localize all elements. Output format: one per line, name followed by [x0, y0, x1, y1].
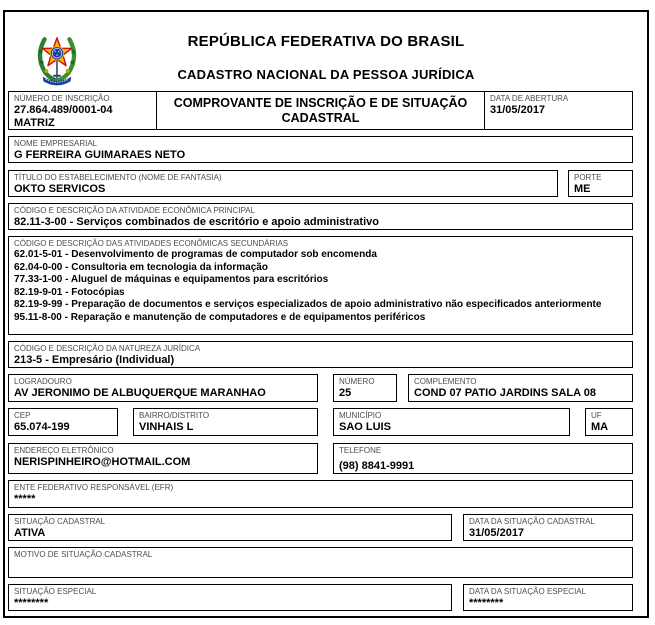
- field-cep: [8, 408, 118, 436]
- field-porte: [568, 170, 633, 197]
- field-telefone: [333, 443, 633, 474]
- field-value: 31/05/2017: [490, 104, 546, 116]
- field-value: AV JERONIMO DE ALBUQUERQUE MARANHAO: [14, 387, 266, 399]
- field-label: ENDEREÇO ELETRÔNICO: [14, 446, 114, 455]
- field-label: BAIRRO/DISTRITO: [139, 411, 210, 420]
- field-value: (98) 8841-9991: [339, 460, 415, 472]
- field-label: MUNICÍPIO: [339, 411, 382, 420]
- field-value: 25: [339, 387, 352, 399]
- field-label: DATA DA SITUAÇÃO ESPECIAL: [469, 587, 587, 596]
- field-label: CÓDIGO E DESCRIÇÃO DAS ATIVIDADES ECONÔMICAS SECUNDÁRIAS: [14, 239, 289, 248]
- field-value: ********: [14, 597, 49, 609]
- secondary-activity-item: 82.19-9-99 - Preparação de documentos e serviços especializados de apoio administrativo não especificados anteriormente: [14, 299, 602, 310]
- field-value: ME: [574, 183, 591, 195]
- field-value: SAO LUIS: [339, 421, 391, 433]
- field-value: ATIVA: [14, 527, 46, 539]
- field-value: 31/05/2017: [469, 527, 525, 539]
- field-label: DATA DA SITUAÇÃO CADASTRAL: [469, 517, 595, 526]
- field-complemento: [408, 374, 633, 402]
- field-value: OKTO SERVICOS: [14, 183, 106, 195]
- field-label: TÍTULO DO ESTABELECIMENTO (NOME DE FANTASIA): [14, 173, 222, 182]
- page-title: REPÚBLICA FEDERATIVA DO BRASIL: [187, 33, 465, 50]
- field-label: DATA DE ABERTURA: [490, 94, 569, 103]
- field-label: MOTIVO DE SITUAÇÃO CADASTRAL: [14, 550, 153, 559]
- field-natureza-juridica: [8, 341, 633, 368]
- field-value: NERISPINHEIRO@HOTMAIL.COM: [14, 456, 191, 468]
- field-data-situacao-cadastral: [463, 514, 633, 541]
- field-value: VINHAIS L: [139, 421, 194, 433]
- field-nome-empresarial: [8, 136, 633, 163]
- field-logradouro: [8, 374, 318, 402]
- field-numero: [333, 374, 397, 402]
- field-uf: [585, 408, 633, 436]
- page-subtitle: CADASTRO NACIONAL DA PESSOA JURÍDICA: [177, 67, 475, 82]
- field-label: SITUAÇÃO ESPECIAL: [14, 587, 97, 596]
- field-label: CÓDIGO E DESCRIÇÃO DA NATUREZA JURÍDICA: [14, 344, 201, 353]
- field-value: 65.074-199: [14, 421, 70, 433]
- field-value: 82.11-3-00 - Serviços combinados de escritório e apoio administrativo: [14, 216, 379, 228]
- secondary-activity-item: 77.33-1-00 - Aluguel de máquinas e equipamentos para escritórios: [14, 274, 329, 285]
- field-numero-inscricao: [9, 92, 156, 129]
- field-value: COND 07 PATIO JARDINS SALA 08: [414, 387, 596, 399]
- field-label: NÚMERO DE INSCRIÇÃO: [14, 94, 110, 103]
- field-label: NOME EMPRESARIAL: [14, 139, 98, 148]
- secondary-activity-item: 95.11-8-00 - Reparação e manutenção de computadores e de equipamentos periféricos: [14, 311, 426, 323]
- field-value: *****: [14, 493, 36, 505]
- cnpj-number: 27.864.489/0001-04: [14, 104, 113, 116]
- field-atividade-principal: [8, 203, 633, 230]
- field-label: COMPLEMENTO: [414, 377, 477, 386]
- field-value: 213-5 - Empresário (Individual): [14, 354, 175, 366]
- field-efr: [8, 480, 633, 508]
- field-situacao-cadastral: [8, 514, 452, 541]
- field-label: UF: [591, 411, 602, 420]
- field-value: G FERREIRA GUIMARAES NETO: [14, 149, 186, 161]
- field-atividades-secundarias: [8, 236, 633, 335]
- field-value: MA: [591, 421, 609, 433]
- field-label: LOGRADOURO: [14, 377, 72, 386]
- field-data-situacao-especial: [463, 584, 633, 611]
- field-data-abertura: [485, 92, 632, 129]
- field-situacao-especial: [8, 584, 452, 611]
- document-title: COMPROVANTE DE INSCRIÇÃO E DE SITUAÇÃO CADASTRAL: [156, 92, 485, 129]
- registration-header-row: [8, 91, 633, 130]
- field-label: NÚMERO: [339, 377, 375, 386]
- field-label: TELEFONE: [339, 446, 382, 455]
- secondary-activity-item: 62.04-0-00 - Consultoria em tecnologia da informação: [14, 261, 268, 273]
- field-motivo-situacao: [8, 547, 633, 578]
- secondary-activity-item: 62.01-5-01 - Desenvolvimento de programas de computador sob encomenda: [14, 249, 377, 260]
- field-label: CEP: [14, 411, 31, 420]
- field-label: PORTE: [574, 173, 602, 182]
- field-value: ********: [469, 597, 504, 609]
- field-municipio: [333, 408, 570, 436]
- field-endereco-eletronico: [8, 443, 318, 474]
- field-label: SITUAÇÃO CADASTRAL: [14, 517, 106, 526]
- field-titulo-estabelecimento: [8, 170, 558, 197]
- field-bairro: [133, 408, 318, 436]
- matriz-flag: MATRIZ: [14, 117, 55, 129]
- field-label: CÓDIGO E DESCRIÇÃO DA ATIVIDADE ECONÔMICA PRINCIPAL: [14, 206, 256, 215]
- secondary-activity-item: 82.19-9-01 - Fotocópias: [14, 286, 125, 298]
- field-label: ENTE FEDERATIVO RESPONSÁVEL (EFR): [14, 483, 174, 492]
